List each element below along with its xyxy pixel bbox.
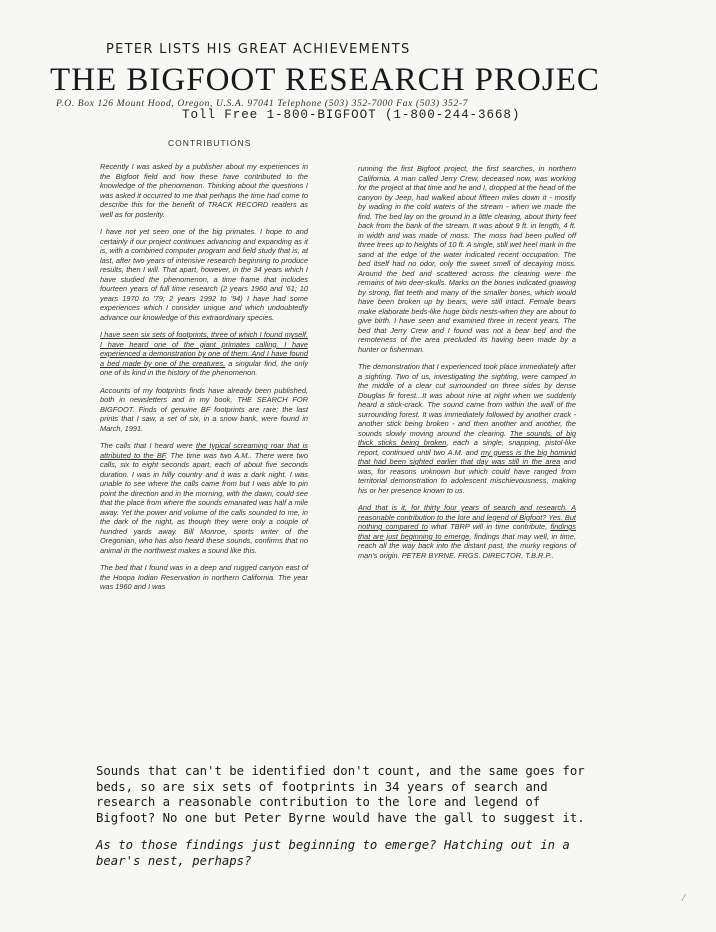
article-text: The demonstration that I experienced took place immediately after a sighting. Two of us, investigating the sighting, were camped in the middle of a clear cut surrounded on three sides by dense Douglas fir forest...It was about nine at night when we suddenly heard a stick-crack. The sound came from within the wall of the surrounding forest. It was immediately followed by another crack - another stick being broken - and then another and another, the sounds slowly moving around the clearing.	[358, 362, 576, 438]
article-paragraph	[100, 441, 308, 555]
article-paragraph	[358, 362, 576, 495]
article-text: a singular find, the only one of its kind in the history of the phenomenon.	[100, 358, 308, 377]
handwritten-underline: And that is it, for thirty four years of search and research. A reasonable contribution to the lore and legend of Bigfoot? Yes. But nothing compared to	[358, 503, 576, 531]
article-paragraph: Recently I was asked by a publisher about my experiences in the Bigfoot field and how these have contributed to the knowledge of the phenomenon. Thinking about the questions I was asked it occurred to me that perhaps the time had come to describe this for the benefit of TRACK RECORD readers as well as for posterity.	[100, 162, 308, 219]
article-text: , each a single, snapping, pistol-like report, continued until two A.M. and	[358, 438, 577, 457]
article-paragraph	[358, 503, 576, 560]
article-text: The calls that I heard were	[100, 441, 196, 450]
handwritten-underline: I have seen six sets of footprints, three of which I found myself. I have heard one of the giant primates calling. I have experienced a demonstration by one of them. And I have found a bed made by one of the creatures,	[100, 330, 308, 368]
page-kicker: PETER LISTS HIS GREAT ACHIEVEMENTS	[106, 42, 411, 57]
commentary-paragraph: Sounds that can't be identified don't count, and the same goes for beds, so are six sets of footprints in 34 years of search and research a reasonable contribution to the lore and legend of Bigfoot? No one but Peter Byrne would have the gall to suggest it.	[96, 764, 585, 825]
handwritten-underline: my guess is the big hominid that had been sighted earlier that day was still in the area	[358, 447, 577, 466]
section-title: CONTRIBUTIONS	[168, 138, 252, 148]
article-text: and was, for reasons unknown but which could have ranged from territorial demonstration to adolescent mischievousness, making his or her presence known to us.	[358, 457, 576, 495]
article-paragraph: The bed that I found was in a deep and rugged canyon east of the Hoopa Indian Reservation in northern California. The year was 1960 and I was	[100, 563, 308, 591]
article-paragraph: Accounts of my footprints finds have already been published, both in newsletters and in my book, THE SEARCH FOR BIGFOOT. Finds of genuine BF footprints are rare; the last prints that I saw, a set of six, in a snow bank, were found in March, 1991.	[100, 385, 308, 433]
handwritten-underline: findings that are just beginning to emerge	[358, 522, 576, 541]
letterhead-toll-free: Toll Free 1-800-BIGFOOT (1-800-244-3668)	[182, 108, 521, 122]
commentary-question: As to those findings just beginning to emerge? Hatching out in a bear's nest, perhaps?	[96, 838, 570, 868]
article-text: what TBRP will in time contribute,	[427, 522, 551, 531]
article-paragraph	[100, 330, 308, 378]
letterhead-contact: P.O. Box 126 Mount Hood, Oregon, U.S.A. 97041 Telephone (503) 352-7000 Fax (503) 352-7	[56, 98, 469, 109]
article-right-column	[358, 164, 576, 568]
article-text: , findings that may well, in time, reach all the way back into the distant past, the murky regions of man's origin. PETER BYRNE. FRGS. DIRECTOR, T.B.R.P..	[358, 531, 576, 560]
article-left-column	[100, 162, 308, 600]
handwritten-underline: the typical screaming roar that is attributed to the BF	[100, 441, 308, 460]
handwritten-underline: The sounds, of big thick sticks being broken	[358, 428, 576, 447]
article-paragraph: running the first Bigfoot project, the first searches, in northern California. A man called Jerry Crew, deceased now, was working for the project at that time and he and I, dropped at the head of the canyon by Jeep, had walked about fifteen miles down it - mostly by wading in the cold waters of the stream - when we made the find. The bed lay on the ground in a little clearing, about thirty feet back from the bank of the stream. It was about 9 ft. in length, 4 ft. in width and was made of moss. The moss had been pulled off three trees up to heights of 10 ft. A single, still wet heel mark in the sand at the edge of the water indicated recent occupation. The bed itself had no odor, only the sweet smell of decaying moss. Around the bed and scattered across the clearing were the remains of two deer-skulls. Marks on the bones indicated gnawing by strong, flat teeth and many of the smaller bones, which would have been broken up by bears, were still intact. Female bears make elaborate beds-like huge birds nests-when they are about to give birth. I have seen and examined three in recent years. The bed that Jerry Crew and I found was not a bear bed and the remoteness of the area precluded its having been made by a hunter or fisherman.	[358, 164, 576, 354]
letterhead-title: THE BIGFOOT RESEARCH PROJEC	[50, 62, 600, 98]
article-paragraph: I have not yet seen one of the big primates. I hope to and certainly if our project continues advancing and expanding as it is, with a combined computer program and field study that is, at last, after two years of intensive research beginning to produce results, then I will. That apart, however, in the 34 years which I have studied the phenomenon, a time frame that includes fourteen years of full time research (2 years 1960 and '61; 10 years 1970 to '79; 2 years 1992 to '94) I have had some experiences which I consider unique and which undoubtedly advance our knowledge of this extraordinary species.	[100, 227, 308, 322]
article-text: . The time was two A.M.. There were two calls, six to eight seconds apart, each of about five seconds duration. I was in hilly country and it was a dark night. I was unable to see where the calls came from but I was able to pin point the direction and in the morning, with the dawn, could see that the place from where the sounds emanated was half a mile away. Yet the power and volume of the calls sounded to me, in the dark of the night, as though they were only a couple of hundred yards away. Bill Monroe, sports writer of the Oregonian, who has also heard these sounds, confirms that no animal in the northwest makes a sound like this.	[100, 450, 309, 555]
corner-pen-mark: /	[682, 892, 686, 904]
